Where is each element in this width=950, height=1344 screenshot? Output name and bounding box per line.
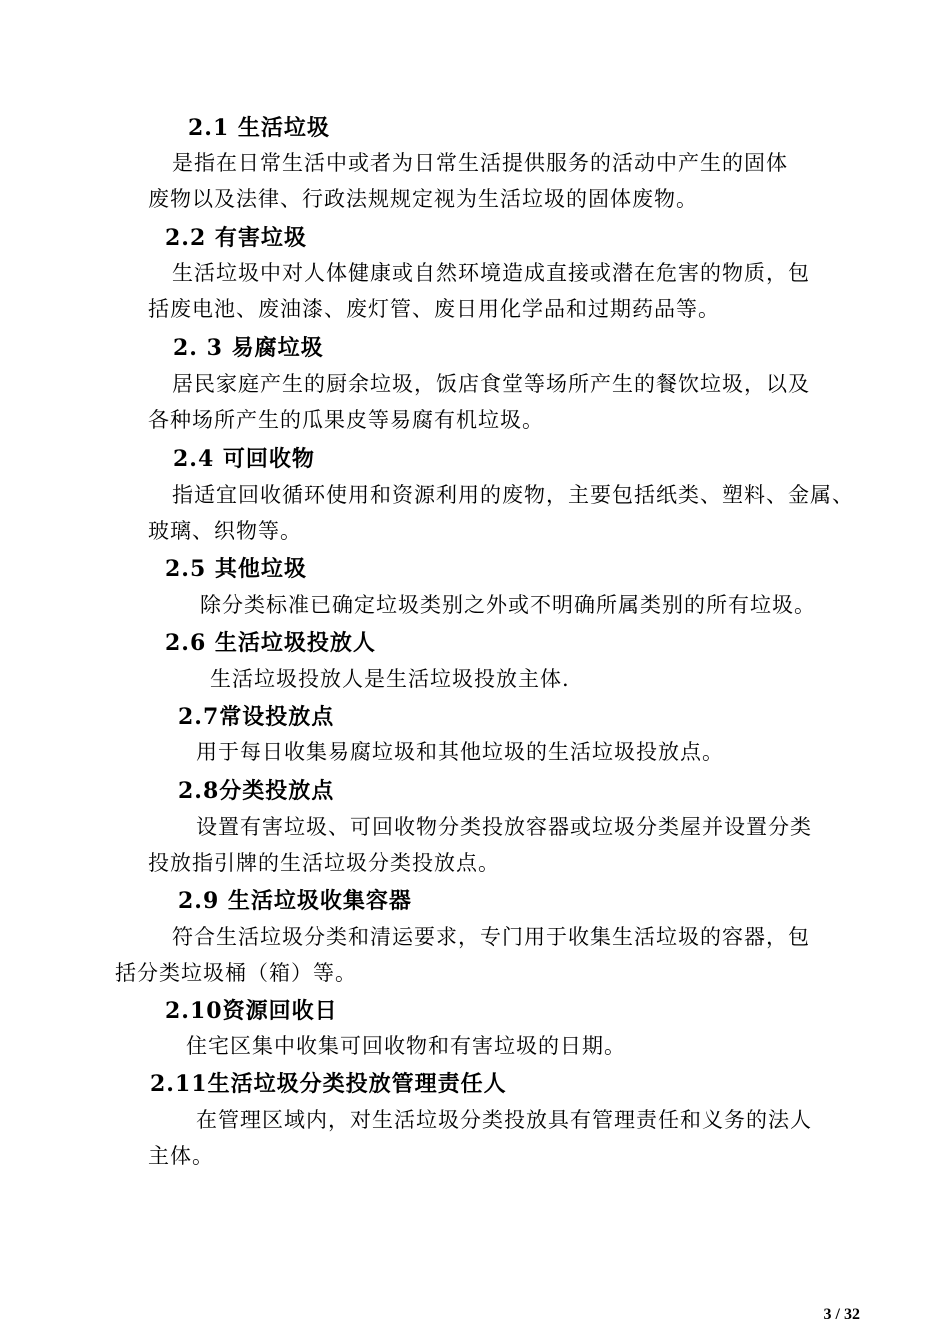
section-text-2-4-line-2: 玻璃、织物等。 <box>148 519 302 543</box>
section-text-2-8-line-1: 设置有害垃圾、可回收物分类投放容器或垃圾分类屋并设置分类 <box>196 815 812 839</box>
section-heading-2-6: 2.6 生活垃圾投放人 <box>165 630 376 656</box>
section-heading-2-1: 2.1 生活垃圾 <box>188 115 330 141</box>
section-text-2-5-line-1: 除分类标准已确定垃圾类别之外或不明确所属类别的所有垃圾。 <box>200 593 816 617</box>
section-text-2-10-line-1: 住宅区集中收集可回收物和有害垃圾的日期。 <box>186 1034 626 1058</box>
section-text-2-3-line-2: 各种场所产生的瓜果皮等易腐有机垃圾。 <box>148 408 544 432</box>
section-text-2-6-line-1: 生活垃圾投放人是生活垃圾投放主体. <box>210 667 570 691</box>
section-text-2-11-line-1: 在管理区域内，对生活垃圾分类投放具有管理责任和义务的法人 <box>196 1108 812 1132</box>
section-heading-2-9: 2.9 生活垃圾收集容器 <box>178 888 412 914</box>
section-text-2-4-line-1: 指适宜回收循环使用和资源利用的废物，主要包括纸类、塑料、金属、 <box>172 483 854 507</box>
section-heading-2-4: 2.4 可回收物 <box>173 446 315 472</box>
section-text-2-1-line-2: 废物以及法律、行政法规规定视为生活垃圾的固体废物。 <box>148 187 698 211</box>
section-text-2-11-line-2: 主体。 <box>148 1144 214 1168</box>
section-heading-2-5: 2.5 其他垃圾 <box>165 556 307 582</box>
section-heading-2-8: 2.8分类投放点 <box>178 778 335 804</box>
section-text-2-1-line-1: 是指在日常生活中或者为日常生活提供服务的活动中产生的固体 <box>172 151 788 175</box>
section-text-2-2-line-1: 生活垃圾中对人体健康或自然环境造成直接或潜在危害的物质，包 <box>172 261 810 285</box>
section-heading-2-3: 2. 3 易腐垃圾 <box>173 335 324 361</box>
section-text-2-3-line-1: 居民家庭产生的厨余垃圾，饭店食堂等场所产生的餐饮垃圾，以及 <box>172 372 810 396</box>
section-text-2-7-line-1: 用于每日收集易腐垃圾和其他垃圾的生活垃圾投放点。 <box>196 740 724 764</box>
section-text-2-8-line-2: 投放指引牌的生活垃圾分类投放点。 <box>148 851 500 875</box>
section-heading-2-7: 2.7常设投放点 <box>178 704 335 730</box>
section-heading-2-11: 2.11生活垃圾分类投放管理责任人 <box>150 1071 507 1097</box>
section-text-2-9-line-2: 括分类垃圾桶（箱）等。 <box>115 961 357 985</box>
section-heading-2-2: 2.2 有害垃圾 <box>165 225 307 251</box>
section-text-2-9-line-1: 符合生活垃圾分类和清运要求，专门用于收集生活垃圾的容器，包 <box>172 925 810 949</box>
section-heading-2-10: 2.10资源回收日 <box>165 998 338 1024</box>
section-text-2-2-line-2: 括废电池、废油漆、废灯管、废日用化学品和过期药品等。 <box>148 297 720 321</box>
page-number: 3 / 32 <box>823 1306 860 1323</box>
